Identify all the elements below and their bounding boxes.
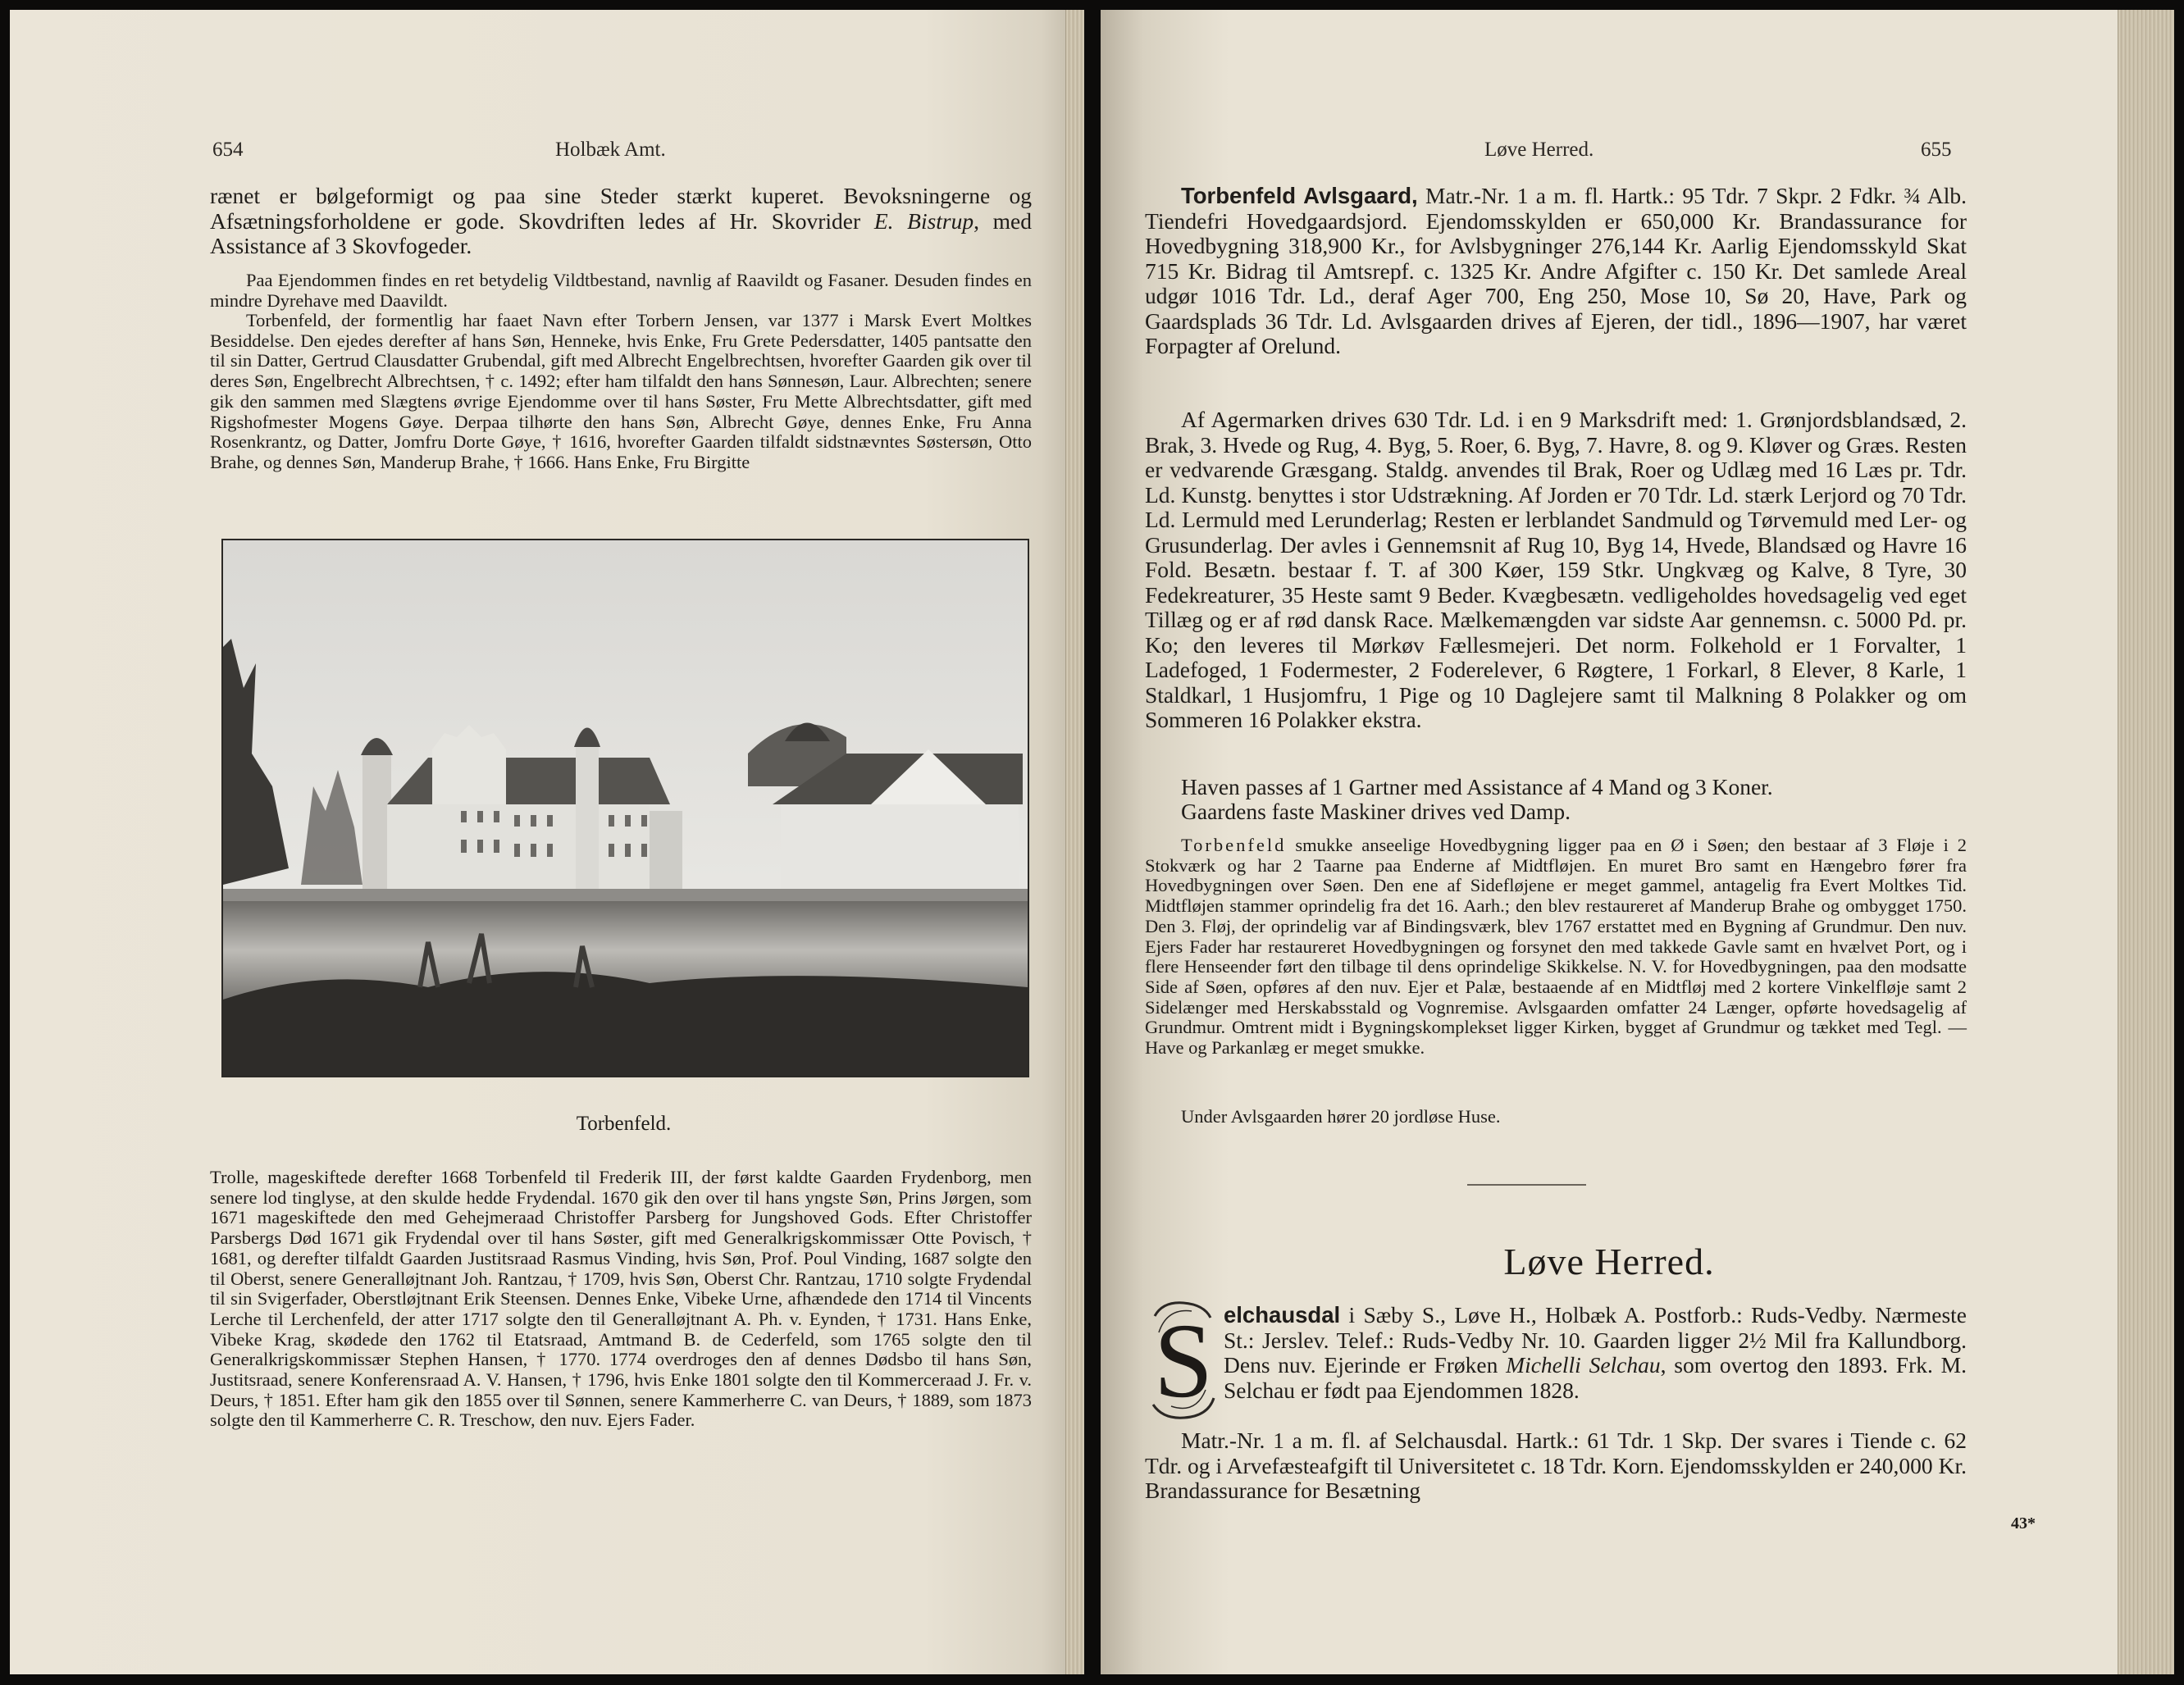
- page-number: 654: [212, 139, 244, 161]
- main-building-lead: Torbenfeld: [1181, 835, 1287, 855]
- wildlife-paragraph: Paa Ejendommen findes en ret betydelig Vildtbestand, navnlig af Raavildt og Fasaner. Desuden findes en mindre Dyrehave med Daavildt.: [210, 270, 1032, 311]
- dropcap-letter: S: [1153, 1302, 1214, 1420]
- estate-title: Torbenfeld Avlsgaard,: [1181, 183, 1418, 208]
- section-divider: [1467, 1184, 1586, 1186]
- running-head: Løve Herred.: [1484, 139, 1594, 161]
- gutter-shadow: [1065, 10, 1084, 1674]
- running-head: Holbæk Amt.: [555, 139, 666, 161]
- photo-caption: Torbenfeld.: [576, 1113, 672, 1135]
- machines-paragraph: Gaardens faste Maskiner drives ved Damp.: [1181, 799, 1571, 824]
- intro-paragraph: [210, 184, 1032, 259]
- selchausdal-intro-lines: [1224, 1303, 1967, 1403]
- signature-mark: 43*: [2011, 1514, 2036, 1532]
- intro-text: rænet er bølgeformigt og paa sine Steder stærkt kuperet. Bevoksningerne og Afsætningsforholdene er gode. Skovdriften ledes af Hr. Skovrider: [210, 183, 1032, 234]
- agermark-paragraph: Af Agermarken drives 630 Tdr. Ld. i en 9 Marksdrift med: 1. Grønjordsblandsæd, 2. Brak, 3. Hvede og Rug, 4. Byg, 5. Roer, 6. Byg, 7. Havre, 8. og 9. Kløver og Græs. Resten er vedvarende Græsgang. Staldg. anvendes til Brak, Roer og Udlæg med 16 Læs pr. Tdr. Ld. Kunstg. benyttes i stor Udstrækning. Af Jorden er 70 Tdr. Ld. stærk Lerjord og 70 Tdr. Ld. Lermuld med Lerunderlag; Resten er lerblandet Sandmuld og Tørvemuld med Ler- og Grusunderlag. Der avles i Gennemsnit af Rug 10, Byg 14, Hvede, Blandsæd og Havre 16 Fold. Besætn. bestaar f. T. af 300 Køer, 159 Stkr. Ungkvæg og Kalve, 8 Tyre, 30 Fedekreaturer, 35 Heste samt 9 Beder. Kvægbesætn. vedligeholdes hovedsagelig ved eget Tillæg og er af rød dansk Race. Mælkemængden var sidste Aar gennemsn. c. 5000 Pd. pr. Ko; den leveres til Mørkøv Fællesmejeri. Det norm. Folkehold er 1 Forvalter, 1 Ladefoged, 1 Fodermester, 2 Foderelever, 6 Røgtere, 1 Forkarl, 8 Elever, 8 Karle, 1 Staldkarl, 1 Husjomfru, 1 Pige og 10 Daglejere samt til Malkning 8 Polakker og om Sommeren 16 Polakker ekstra.: [1145, 407, 1967, 732]
- dropcap-ornament: [1147, 1300, 1220, 1421]
- intro-end: , med Assistance af 3 Skovfogeder.: [210, 207, 1033, 258]
- main-building-text: smukke anseelige Hovedbygning ligger paa en Ø i Søen; den bestaar af 3 Fløje i 2 Stokværk og har 2 Taarne paa Enderne af Midtfløjen. En muret Bro samt en Hængebro fører fra Hovedbygningen over Søen. Den ene af Sidefløjene er meget gammel, antagelig fra Evert Moltkes Tid. Midtfløjen stammer oprindelig fra det 16. Aarh.; den blev restaureret af Manderup Brahe og ombygget 1750. Den 3. Fløj, der oprindelig var af Bindingsværk, blev 1767 erstattet med en Bygning af Grundmur. Den nuv. Ejers Fader har restaureret Hovedbygningen og forsynet den med takkede Gavle samt en hvælvet Port, og i flere Henseender ført den tilbage til dens oprindelige Skikkelse. N. V. for Hovedbygningen, paa den modsatte Side af Søen, opføres af den nuv. Ejer et Palæ, bestaaende af en Midtfløj med 2 kortere Vinkelfløje samt 2 Sidelænger med Herskabsstald og Vognremise. Avlsgaarden omfatter 24 Længer, opførte hovedsagelig af Grundmur. Omtrent midt i Bygningskomplekset ligger Kirken, bygget af Grundmur og tækket med Tegl. — Have og Parkanlæg er meget smukke.: [1145, 835, 1967, 1059]
- history-paragraph-2: Trolle, mageskiftede derefter 1668 Torbenfeld til Frederik III, der først kaldte Gaarden Frydenborg, men senere lod tinglyse, at den skulde hedde Frydendal. 1670 gik den over til hans yngste Søn, Prins Jørgen, som 1671 mageskiftede den med Gehejmeraad Christoffer Parsberg for Jungshoved Gods. Efter Christoffer Parsbergs Død 1671 gik Frydendal over til hans Søster, gift med Generalkrigskommissær Otte Povisch, † 1681, og derefter tilfaldt Gaarden Justitsraad Rasmus Vinding, hvis Søn, Prof. Poul Vinding, 1687 solgte den til Oberst, senere Generalløjtnant Joh. Rantzau, † 1709, hvis Søn, Oberst Chr. Rantzau, 1710 solgte Frydendal til sin Svigerfader, Oberstløjtnant Erik Steensen. Dennes Enke, Vibeke Urne, afhændede den 1714 til Vincents Lerche til Lerchenfeld, der atter 1717 solgte den til Generalløjtnant A. Ph. v. Eynden, † 1731. Hans Enke, Vibeke Krag, skødede den 1762 til Etatsraad, Amtmand B. de Cederfeld, som 1765 solgte den til Generalkrigskommissær Stephen Hansen, † 1770. 1774 overdroges den af dennes Dødsbo til hans Søn, Justitsraad, senere Konferensraad A. V. Hansen, † 1796, hvis Enke 1801 solgte den til Kommerceraad J. Fr. v. Deurs, † 1851. Efter ham gik den 1855 over til Sønnen, senere Kammerherre C. van Deurs, † 1889, som 1873 solgte den til Kammerherre C. R. Treschow, den nuv. Ejers Fader.: [210, 1167, 1032, 1431]
- houses-paragraph: Under Avlsgaarden hører 20 jordløse Huse.: [1181, 1106, 1501, 1127]
- main-building-paragraph: [1145, 836, 1967, 1059]
- selchausdal-paragraph-2: Matr.-Nr. 1 a m. fl. af Selchausdal. Hartk.: 61 Tdr. 1 Skp. Der svares i Tiende c. 62 Tdr. og i Arvefæsteafgift til Universitetet c. 18 Tdr. Korn. Ejendomsskylden er 240,000 Kr. Brandassurance for Besætning: [1145, 1428, 1967, 1503]
- selchausdal-text-b: , som overtog den 1893. Frk. M. Selchau er født paa Ejendommen 1828.: [1224, 1352, 1967, 1403]
- torbenfeld-photo: [221, 539, 1029, 1077]
- selchausdal-title: elchausdal: [1224, 1302, 1341, 1328]
- intro-name: E. Bistrup: [873, 207, 974, 234]
- selchausdal-text-a: i Sæby S., Løve H., Holbæk A. Postforb.: Ruds-Vedby. Nærmeste St.: Jerslev. Telef.: Ruds-Vedby Nr. 10. Gaarden ligger 2½ Mil fra Kallundborg. Dens nuv. Ejerinde er Frøken: [1224, 1302, 1967, 1378]
- avlsgaard-paragraph: [1145, 184, 1967, 359]
- section-title: Løve Herred.: [1503, 1241, 1715, 1282]
- garden-paragraph: Haven passes af 1 Gartner med Assistance af 4 Mand og 3 Koner.: [1181, 774, 1773, 799]
- right-page: [1101, 10, 2174, 1674]
- history-paragraph-1: Torbenfeld, der formentlig har faaet Navn efter Torbern Jensen, var 1377 i Marsk Evert Moltkes Besiddelse. Den ejedes derefter af hans Søn, Henneke, hvis Enke, Fru Grete Pedersdatter, 1405 pantsatte den til sin Datter, Gertrud Clausdatter Grubendal, gift med Albrecht Engelbrechtsen, hvorefter Gaarden gik over til deres Søn, Engelbrecht Albrechtsen, † c. 1492; efter ham tilfaldt den hans Sønnesøn, Laur. Albrechten; senere gik den sammen med Slægtens øvrige Ejendomme over til hans Søster, Fru Mette Albrechtsdatter, gift med Rigshofmester Mogens Gøye. Derpaa tilhørte den hans Søn, Albrecht Gøye, dennes Enke, Fru Anna Rosenkrantz, og Datter, Jomfru Dorte Gøye, † 1616, hvorefter Gaarden tilfaldt sidstnævntes Søstersøn, Otto Brahe, og dennes Søn, Manderup Brahe, † 1666. Hans Enke, Fru Birgitte: [210, 310, 1032, 472]
- avlsgaard-text: Matr.-Nr. 1 a m. fl. Hartk.: 95 Tdr. 7 Skpr. 2 Fdkr. ¾ Alb. Tiendefri Hovedgaardsjord. Ejendomsskylden er 650,000 Kr. Brandassurance for Hovedbygning 318,900 Kr., for Avlsbygninger 276,144 Kr. Aarlig Ejendomsskyld Skat 715 Kr. Bidrag til Amtsrepf. c. 1325 Kr. Andre Afgifter c. 150 Kr. Det samlede Areal udgør 1016 Tdr. Ld., deraf Ager 700, Eng 250, Mose 10, Sø 20, Have, Park og Gaardsplads 36 Tdr. Ld. Avlsgaarden drives af Ejeren, der tidl., 1896—1907, har været Forpagter af Orelund.: [1145, 183, 1967, 358]
- left-page: [10, 10, 1084, 1674]
- page-edge: [2118, 10, 2174, 1674]
- page-number: 655: [1921, 139, 1952, 161]
- owner-name: Michelli Selchau: [1506, 1352, 1661, 1378]
